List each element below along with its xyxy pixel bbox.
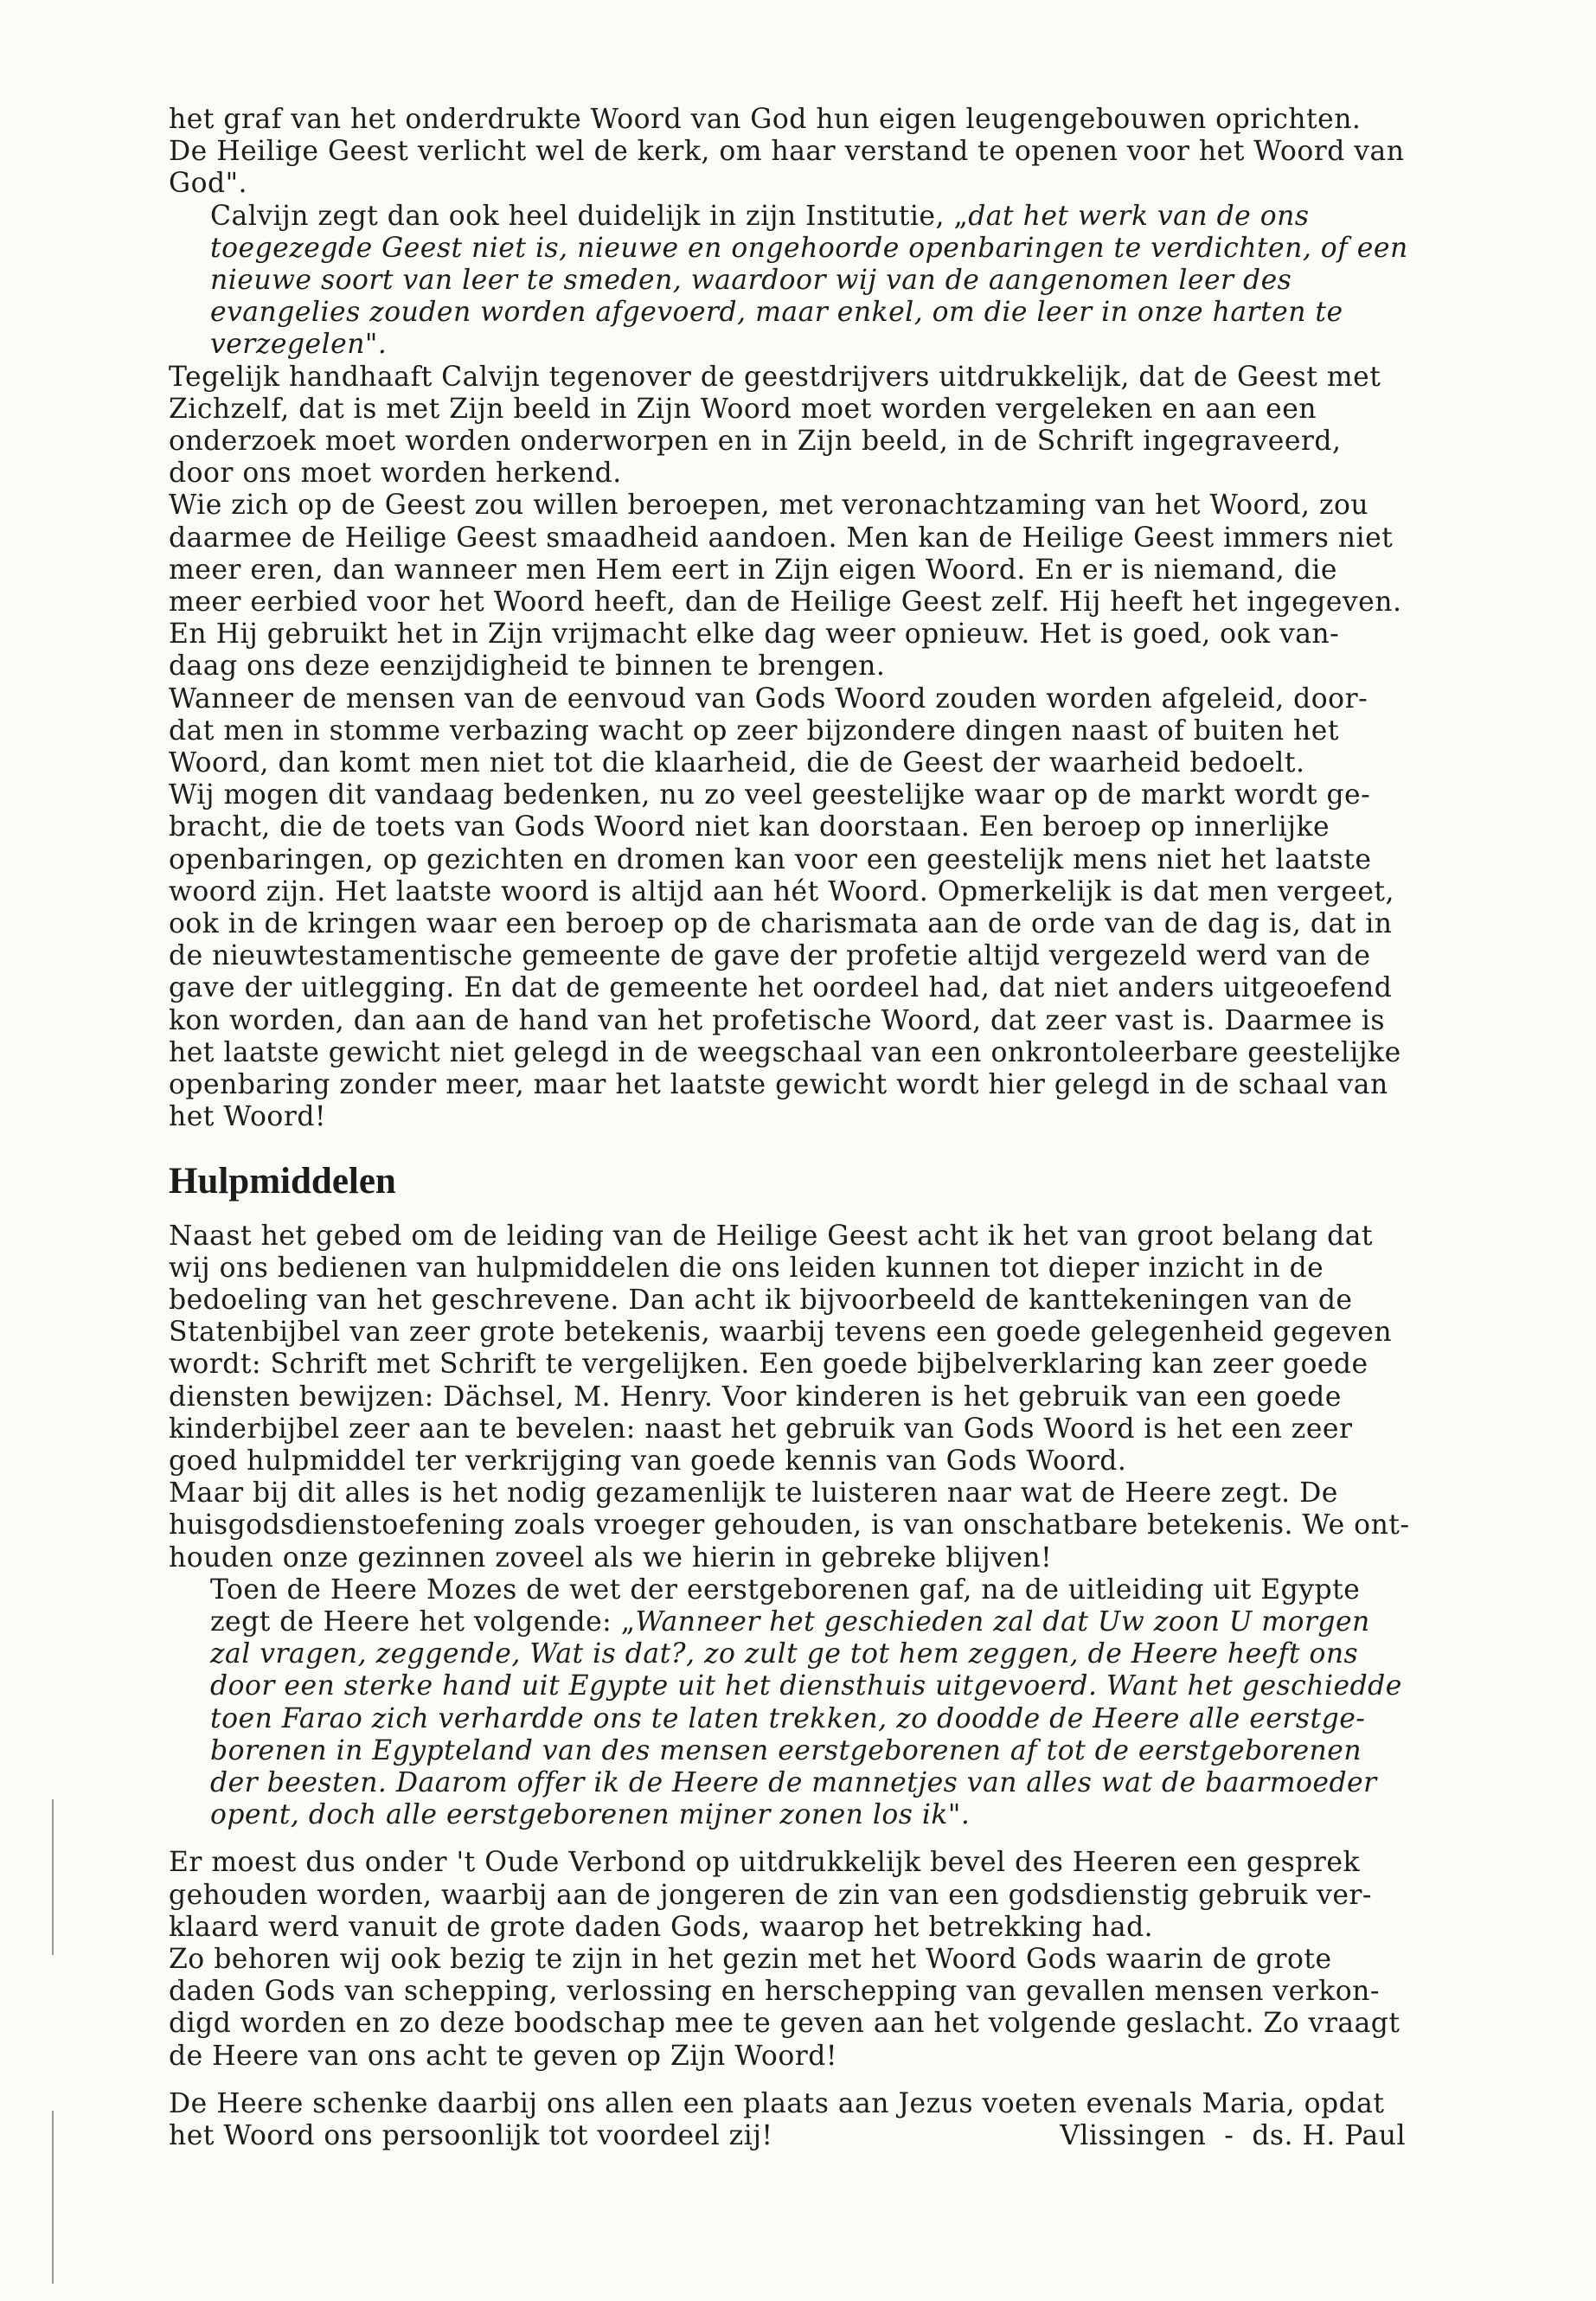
- text-line: bracht, die de toets van Gods Woord niet kan doorstaan. Een beroep op innerlijke: [169, 811, 1330, 843]
- text-line: houden onze gezinnen zoveel als we hierin in gebreke blijven!: [169, 1541, 1053, 1574]
- text-line: dat men in stomme verbazing wacht op zeer bijzondere dingen naast of buiten het: [169, 715, 1339, 747]
- paragraph: [169, 362, 1406, 490]
- text-line: ook in de kringen waar een beroep op de charismata aan de orde van de dag is, dat in: [169, 908, 1393, 940]
- paragraph: [169, 779, 1406, 1133]
- text-line: [210, 201, 1406, 233]
- text-line: gave der uitlegging. En dat de gemeente het oordeel had, dat niet anders uitgeoefend: [169, 972, 1393, 1004]
- text-line: nieuwe soort van leer te smeden, waardoor wij van de aangenomen leer des: [210, 265, 1292, 297]
- paragraph: [169, 1944, 1406, 2073]
- text-line: daden Gods van schepping, verlossing en herschepping van gevallen mensen verkon-: [169, 1976, 1380, 2008]
- text-line: onderzoek moet worden onderworpen en in Zijn beeld, in de Schrift ingegraveerd,: [169, 426, 1342, 458]
- spacer: [169, 2073, 1406, 2088]
- text-line: borenen in Egypteland van des mensen eerstgeborenen af tot de eerstgeborenen: [210, 1734, 1362, 1766]
- text-line: goed hulpmiddel ter verkrijging van goede kennis van Gods Woord.: [169, 1445, 1127, 1477]
- text-line: Er moest dus onder 't Oude Verbond op uitdrukkelijk bevel des Heeren een gesprek: [169, 1847, 1360, 1879]
- text-line: toegezegde Geest niet is, nieuwe en ongehoorde openbaringen te verdichten, of een: [210, 232, 1408, 264]
- text-line: wordt: Schrift met Schrift te vergelijken. Een goede bijbelverklaring kan zeer goede: [169, 1349, 1368, 1381]
- text-line: meer eren, dan wanneer men Hem eert in Zijn eigen Woord. En er is niemand, die: [169, 554, 1337, 586]
- text-line: God".: [169, 168, 247, 200]
- text-line: Naast het gebed om de leiding van de Heilige Geest acht ik het van groot belang dat: [169, 1220, 1374, 1252]
- text-line: En Hij gebruikt het in Zijn vrijmacht elke dag weer opnieuw. Het is goed, ook van-: [169, 619, 1340, 651]
- text-line: Woord, dan komt men niet tot die klaarheid, die de Geest der waarheid bedoelt.: [169, 747, 1305, 779]
- closing-paragraph: [169, 2088, 1406, 2152]
- paragraph: [169, 683, 1406, 780]
- exodus-quote: [169, 1574, 1406, 1832]
- paragraph: [169, 1847, 1406, 1944]
- text-line: door een sterke hand uit Egypte uit het diensthuis uitgevoerd. Want het geschiedde: [210, 1670, 1402, 1702]
- quote-intro: Calvijn zegt dan ook heel duidelijk in zijn Institutie, „: [210, 200, 969, 232]
- text-line: [210, 1606, 1406, 1638]
- text-line: bedoeling van het geschrevene. Dan acht ik bijvoorbeeld de kanttekeningen van de: [169, 1284, 1353, 1316]
- scan-margin-line: [52, 2111, 54, 2284]
- text-line: der beesten. Daarom offer ik de Heere de mannetjes van alles wat de baarmoeder: [210, 1766, 1377, 1798]
- text-line: de nieuwtestamentische gemeente de gave der profetie altijd vergezeld werd van de: [169, 940, 1371, 972]
- quote-text: Wanneer het geschieden zal dat Uw zoon U morgen: [635, 1606, 1370, 1638]
- text-line: openbaringen, op gezichten en dromen kan voor een geestelijk mens niet het laatste: [169, 843, 1372, 875]
- text-line: woord zijn. Het laatste woord is altijd aan hét Woord. Opmerkelijk is dat men vergeet,: [169, 875, 1395, 907]
- quote-text: dat het werk van de ons: [968, 200, 1310, 232]
- text-line: wij ons bedienen van hulpmiddelen die ons leiden kunnen tot dieper inzicht in de: [169, 1252, 1324, 1284]
- text-line: Statenbijbel van zeer grote betekenis, waarbij tevens een goede gelegenheid gegeven: [169, 1317, 1393, 1349]
- scan-margin-line: [52, 1799, 54, 1955]
- text-line: De Heilige Geest verlicht wel de kerk, om haar verstand te openen voor het Woord van: [169, 136, 1405, 168]
- section-heading: Hulpmiddelen: [169, 1160, 396, 1202]
- text-line: digd worden en zo deze boodschap mee te geven aan het volgende geslacht. Zo vraagt: [169, 2008, 1401, 2040]
- quote-intro: zegt de Heere het volgende: „: [210, 1606, 636, 1638]
- text-line: meer eerbied voor het Woord heeft, dan de Heilige Geest zelf. Hij heeft het ingegeven.: [169, 586, 1402, 619]
- paragraph: [169, 1221, 1406, 1478]
- text-line: De Heere schenke daarbij ons allen een plaats aan Jezus voeten evenals Maria, opdat: [169, 2087, 1385, 2119]
- text-line: Maar bij dit alles is het nodig gezamenlijk te luisteren naar wat de Heere zegt. De: [169, 1477, 1338, 1509]
- text-line: zal vragen, zeggende, Wat is dat?, zo zult ge tot hem zeggen, de Heere heeft ons: [210, 1638, 1359, 1670]
- text-line: diensten bewijzen: Dächsel, M. Henry. Voor kinderen is het gebruik van een goede: [169, 1381, 1342, 1413]
- text-line: Toen de Heere Mozes de wet der eerstgeborenen gaf, na de uitleiding uit Egypte: [210, 1574, 1361, 1606]
- text-line: het laatste gewicht niet gelegd in de weegschaal van een onkrontoleerbare geestelijke: [169, 1036, 1401, 1068]
- text-line: het Woord!: [169, 1101, 327, 1133]
- paragraph: [169, 104, 1406, 201]
- text-line: Wanneer de mensen van de eenvoud van Gods Woord zouden worden afgeleid, door-: [169, 683, 1368, 715]
- text-line: door ons moet worden herkend.: [169, 458, 622, 490]
- text-line: Zo behoren wij ook bezig te zijn in het gezin met het Woord Gods waarin de grote: [169, 1943, 1332, 1975]
- text-line: Wie zich op de Geest zou willen beroepen, met veronachtzaming van het Woord, zou: [169, 490, 1369, 522]
- text-line: openbaring zonder meer, maar het laatste gewicht wordt hier gelegd in de schaal van: [169, 1069, 1388, 1101]
- text-line: Tegelijk handhaaft Calvijn tegenover de geestdrijvers uitdrukkelijk, dat de Geest met: [169, 361, 1381, 393]
- text-line: huisgodsdienstoefening zoals vroeger gehouden, is van onschatbare betekenis. We ont-: [169, 1509, 1410, 1541]
- text-line: de Heere van ons acht te geven op Zijn Woord!: [169, 2040, 837, 2072]
- text-line: [169, 2120, 1406, 2152]
- text-line: verzegelen".: [210, 329, 388, 361]
- signature: Vlissingen - ds. H. Paul: [1060, 2119, 1406, 2151]
- text-line: evangelies zouden worden afgevoerd, maar enkel, om die leer in onze harten te: [210, 297, 1343, 329]
- text-line: het graf van het onderdrukte Woord van God hun eigen leugengebouwen oprichten.: [169, 104, 1362, 135]
- text-line: daag ons deze eenzijdigheid te binnen te brengen.: [169, 651, 886, 683]
- text-line: Zichzelf, dat is met Zijn beeld in Zijn Woord moet worden vergeleken en aan een: [169, 393, 1317, 425]
- text-line: kon worden, dan aan de hand van het profetische Woord, dat zeer vast is. Daarmee is: [169, 1004, 1386, 1036]
- spacer: [169, 1831, 1406, 1847]
- paragraph: [169, 490, 1406, 683]
- document-page: [169, 104, 1410, 2152]
- text-line: klaard werd vanuit de grote daden Gods, waarop het betrekking had.: [169, 1911, 1154, 1943]
- text-line: kinderbijbel zeer aan te bevelen: naast het gebruik van Gods Woord is het een zeer: [169, 1413, 1353, 1445]
- text-line: toen Farao zich verhardde ons te laten trekken, zo doodde de Heere alle eerstge-: [210, 1702, 1366, 1734]
- calvin-quote: [169, 201, 1406, 362]
- text-line: daarmee de Heilige Geest smaadheid aandoen. Men kan de Heilige Geest immers niet: [169, 522, 1394, 554]
- closing-text: het Woord ons persoonlijk tot voordeel zij!: [169, 2119, 773, 2151]
- paragraph: [169, 1477, 1410, 1574]
- text-line: gehouden worden, waarbij aan de jongeren de zin van een godsdienstig gebruik ver-: [169, 1879, 1373, 1911]
- text-line: opent, doch alle eerstgeborenen mijner zonen los ik".: [210, 1799, 971, 1831]
- text-line: Wij mogen dit vandaag bedenken, nu zo veel geestelijke waar op de markt wordt ge-: [169, 779, 1371, 811]
